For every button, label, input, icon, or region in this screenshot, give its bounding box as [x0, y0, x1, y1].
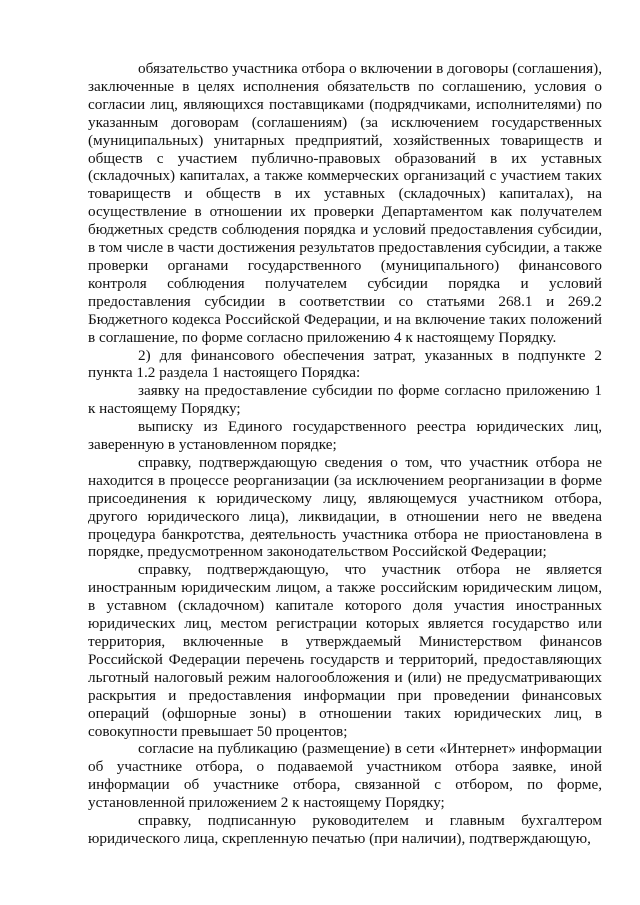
document-body	[88, 60, 602, 848]
paragraph-publication-consent: согласие на публикацию (размещение) в сети «Интернет» информации об участнике отбора, о подаваемой участником отбора заявке, иной информации об участнике отбора, связанной с отбором, по форме, установленной приложением 2 к настоящему Порядку;	[88, 740, 602, 812]
paragraph-registry-extract: выписку из Единого государственного реестра юридических лиц, заверенную в установленном порядке;	[88, 418, 602, 454]
paragraph-application-form: заявку на предоставление субсидии по форме согласно приложению 1 к настоящему Порядку;	[88, 382, 602, 418]
paragraph-reorganization-certificate: справку, подтверждающую сведения о том, что участник отбора не находится в процессе реорганизации (за исключением реорганизации в форме присоединения к юридическому лицу, являющемуся участником отбора, другого юридического лица), ликвидации, в отношении него не введена процедура банкротства, деятельность участника отбора не приостановлена в порядке, предусмотренном законодательством Российской Федерации;	[88, 453, 602, 561]
paragraph-signed-certificate: справку, подписанную руководителем и главным бухгалтером юридического лица, скрепленную печатью (при наличии), подтверждающую,	[88, 812, 602, 847]
paragraph-continuation-obligation: обязательство участника отбора о включении в договоры (соглашения), заключенные в целях исполнения обязательств по соглашению, условия о согласии лиц, являющихся поставщиками (подрядчиками, исполнителями) по указанным договорам (соглашениям) (за исключением государственных (муниципальных) унитарных предприятий, хозяйственных товариществ и обществ с участием публично-правовых образований в их уставных (складочных) капиталах, а также коммерческих организаций с участием таких товариществ и обществ в их уставных (складочных) капиталах), на осуществление в отношении их проверки Департаментом как получателем бюджетных средств соблюдения порядка и условий предоставления субсидии, в том числе в части достижения результатов предоставления субсидии, а также проверки органами государственного (муниципального) финансового контроля соблюдения получателем субсидии порядка и условий предоставления субсидии в соответствии со статьями 268.1 и 269.2 Бюджетного кодекса Российской Федерации, и на включение таких положений в соглашение, по форме согласно приложению 4 к настоящему Порядку.	[88, 60, 602, 346]
paragraph-financial-support-item-2: 2) для финансового обеспечения затрат, указанных в подпункте 2 пункта 1.2 раздела 1 настоящего Порядка:	[88, 346, 602, 382]
paragraph-foreign-entity-certificate: справку, подтверждающую, что участник отбора не является иностранным юридическим лицом, а также российским юридическим лицом, в уставном (складочном) капитале которого доля участия иностранных юридических лиц, местом регистрации которых является государство или территория, включенные в утверждаемый Министерством финансов Российской Федерации перечень государств и территорий, предоставляющих льготный налоговый режим налогообложения и (или) не предусматривающих раскрытия и предоставления информации при проведении финансовых операций (офшорные зоны) в отношении таких юридических лиц, в совокупности превышает 50 процентов;	[88, 561, 602, 740]
